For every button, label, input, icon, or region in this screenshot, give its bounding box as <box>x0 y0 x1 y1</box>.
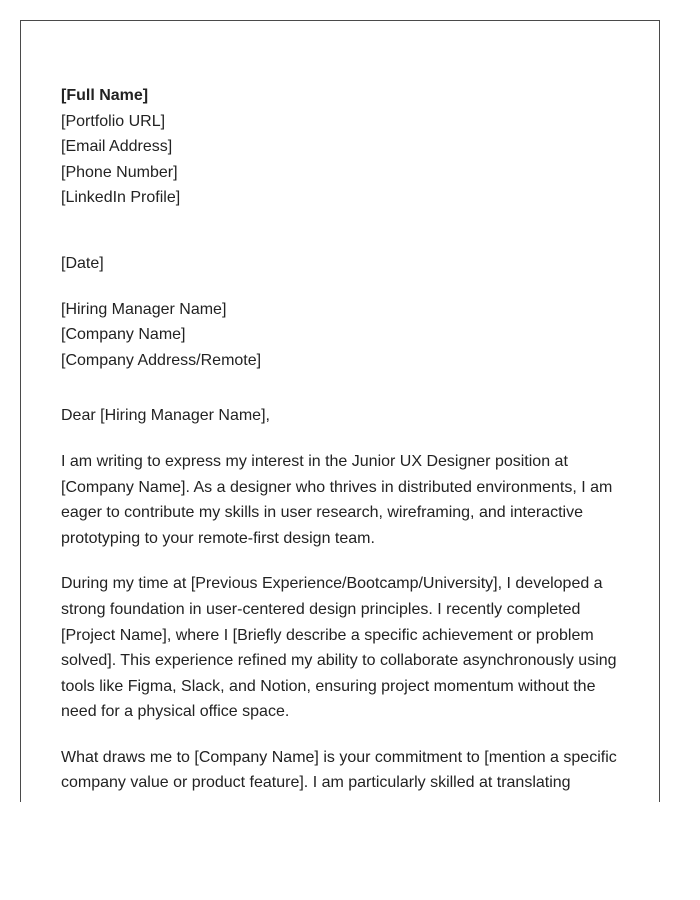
company-address: [Company Address/Remote] <box>61 351 262 369</box>
contact-block <box>61 83 631 211</box>
email-address: [Email Address] <box>61 138 173 156</box>
salutation: Dear [Hiring Manager Name], <box>61 407 270 425</box>
company-name: [Company Name] <box>61 326 186 344</box>
portfolio-url: [Portfolio URL] <box>61 112 166 130</box>
phone-number: [Phone Number] <box>61 163 178 181</box>
full-name: [Full Name] <box>61 87 149 104</box>
paragraph-motivation: What draws me to [Company Name] is your commitment to [mention a specific company value or product feature]. I am particularly skilled at translating <box>61 748 617 792</box>
hiring-manager-name: [Hiring Manager Name] <box>61 300 227 318</box>
paragraph-experience: During my time at [Previous Experience/Bootcamp/University], I developed a strong foundation in user-centered design principles. I recently completed [Project Name], where I [Briefly describe a specific achievement or problem solved]. This experience refined my ability to collaborate asynchronously using tools like Figma, Slack, and Notion, ensuring project momentum without the need for a physical office space. <box>61 575 617 721</box>
document-page <box>20 20 660 802</box>
letter-body <box>61 83 631 796</box>
letter-date: [Date] <box>61 254 104 272</box>
linkedin-profile: [LinkedIn Profile] <box>61 189 181 207</box>
paragraph-intro: I am writing to express my interest in the Junior UX Designer position at [Company Name]. As a designer who thrives in distributed environments, I am eager to contribute my skills in user research, wireframing, and interactive prototyping to your remote-first design team. <box>61 452 613 547</box>
recipient-block <box>61 297 631 374</box>
